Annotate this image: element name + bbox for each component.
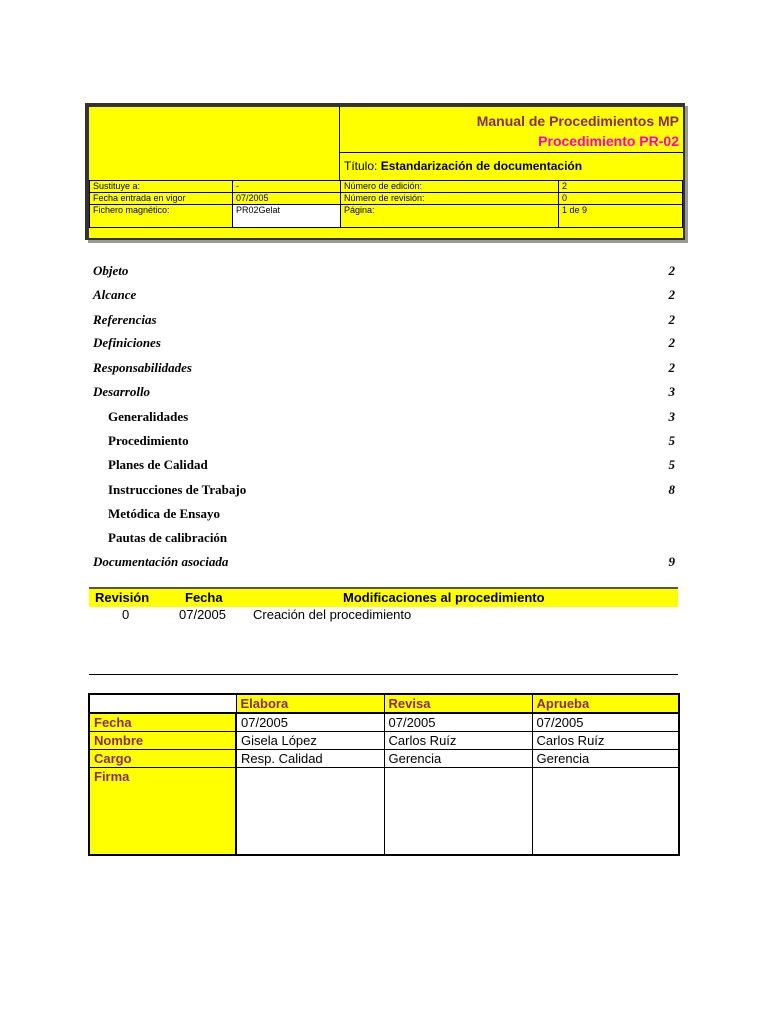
- toc-label: Documentación asociada: [93, 554, 229, 569]
- metadata-row: [90, 205, 683, 228]
- toc-page: 2: [668, 287, 675, 302]
- toc-label: Planes de Calidad: [108, 457, 208, 472]
- metadata-label: Número de revisión:: [341, 193, 559, 205]
- signature-box[interactable]: [384, 768, 532, 856]
- approval-row-label: Firma: [89, 768, 236, 856]
- header-title-area: [340, 107, 683, 180]
- approval-cell: Carlos Ruíz: [384, 732, 532, 750]
- metadata-label: Fecha entrada en vigor: [90, 193, 233, 205]
- approval-cell: Resp. Calidad: [236, 750, 384, 768]
- approval-column-header: Aprueba: [532, 694, 679, 713]
- title-label: Título:: [344, 159, 378, 173]
- toc-label: Responsabilidades: [93, 360, 192, 375]
- document-title-row: [340, 152, 683, 180]
- toc-label: Alcance: [93, 287, 137, 302]
- toc-page: 5: [668, 433, 675, 448]
- metadata-value: 0: [559, 193, 683, 205]
- revision-table-header: [89, 587, 678, 607]
- toc-page: 8: [668, 482, 675, 497]
- header-logo-area: [89, 107, 340, 180]
- metadata-value: 2: [559, 181, 683, 193]
- approval-row-label: Nombre: [89, 732, 236, 750]
- approval-cell: 07/2005: [532, 713, 679, 732]
- approval-column-header: Elabora: [236, 694, 384, 713]
- approval-cell: Gerencia: [532, 750, 679, 768]
- title-value: Estandarización de documentación: [380, 159, 583, 173]
- revision-changes: Creación del procedimiento: [253, 607, 412, 622]
- metadata-label: Fichero magnético:: [90, 205, 233, 228]
- toc-page: 3: [668, 384, 675, 399]
- approval-cell: 07/2005: [236, 713, 384, 732]
- metadata-value: -: [233, 181, 341, 193]
- approval-row: [89, 732, 679, 750]
- toc-label: Instrucciones de Trabajo: [108, 482, 247, 497]
- toc-label: Objeto: [93, 263, 129, 278]
- toc-page: 2: [668, 312, 675, 327]
- changes-column-header: Modificaciones al procedimiento: [343, 590, 545, 605]
- metadata-table: [89, 180, 683, 228]
- approval-cell: Carlos Ruíz: [532, 732, 679, 750]
- manual-title: Manual de Procedimientos MP: [476, 113, 679, 129]
- approval-cell: Gisela López: [236, 732, 384, 750]
- toc-label: Referencias: [93, 312, 157, 327]
- metadata-value: 1 de 9: [559, 205, 683, 228]
- approval-column-header: Revisa: [384, 694, 532, 713]
- approval-row-label: Fecha: [89, 713, 236, 732]
- metadata-label: Página:: [341, 205, 559, 228]
- approval-row: [89, 713, 679, 732]
- approval-corner: [89, 694, 236, 713]
- metadata-row: [90, 193, 683, 205]
- approval-cell: Gerencia: [384, 750, 532, 768]
- document-header: [85, 103, 685, 240]
- signature-box[interactable]: [236, 768, 384, 856]
- toc-label: Desarrollo: [93, 384, 151, 399]
- toc-label: Metódica de Ensayo: [108, 506, 220, 521]
- toc-page: 5: [668, 457, 675, 472]
- approval-header-row: [89, 694, 679, 713]
- approval-cell: 07/2005: [384, 713, 532, 732]
- toc-page: 9: [668, 554, 675, 569]
- revision-number: 0: [122, 607, 130, 622]
- toc-page: 3: [668, 409, 675, 424]
- revision-column-header: Revisión: [95, 590, 150, 605]
- metadata-value: 07/2005: [233, 193, 341, 205]
- metadata-label: Número de edición:: [341, 181, 559, 193]
- toc-label: Pautas de calibración: [108, 530, 228, 545]
- toc-label: Definiciones: [93, 335, 161, 350]
- toc-page: 2: [668, 263, 675, 278]
- approval-table: [88, 693, 680, 856]
- metadata-label: Sustituye a:: [90, 181, 233, 193]
- approval-signature-row: [89, 768, 679, 856]
- toc-page: 2: [668, 335, 675, 350]
- date-column-header: Fecha: [185, 590, 223, 605]
- approval-row-label: Cargo: [89, 750, 236, 768]
- divider: [89, 674, 678, 675]
- metadata-value: PR02Gelat: [233, 205, 341, 228]
- toc-page: 2: [668, 360, 675, 375]
- revision-date: 07/2005: [179, 607, 226, 622]
- procedure-code: Procedimiento PR-02: [538, 133, 679, 149]
- approval-row: [89, 750, 679, 768]
- toc-label: Procedimiento: [108, 433, 189, 448]
- metadata-row: [90, 181, 683, 193]
- toc-label: Generalidades: [108, 409, 189, 424]
- signature-box[interactable]: [532, 768, 679, 856]
